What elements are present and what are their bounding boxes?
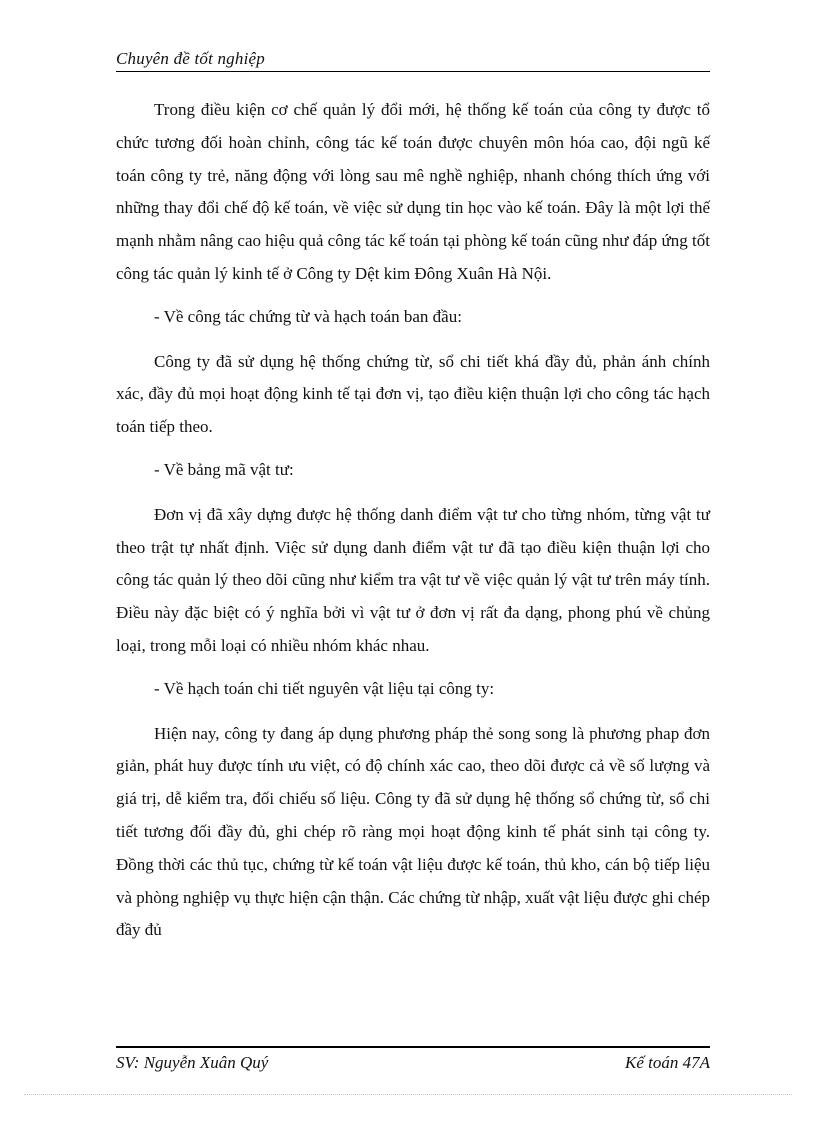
paragraph: Hiện nay, công ty đang áp dụng phương pháp thẻ song song là phương phap đơn giản, phát huy được tính ưu việt, có độ chính xác cao, theo dõi được cả về số lượng và giá trị, dễ kiểm tra, đối chiếu số liệu. Công ty đã sử dụng hệ thống sổ chứng từ, sổ chi tiết tương đối đầy đủ, ghi chép rõ ràng mọi hoạt động kinh tế phát sinh tại công ty. Đồng thời các thủ tục, chứng từ kế toán vật liệu được kế toán, thủ kho, cán bộ tiếp liệu và phòng nghiệp vụ thực hiện cận thận. Các chứng từ nhập, xuất vật liệu được ghi chép đầy đủ [116, 723, 710, 940]
section-heading: - Về bảng mã vật tư: [154, 459, 294, 479]
paragraph: Công ty đã sử dụng hệ thống chứng từ, sổ chi tiết khá đầy đủ, phản ánh chính xác, đầy đủ mọi hoạt động kinh tế tại đơn vị, tạo điều kiện thuận lợi cho công tác hạch toán tiếp theo. [116, 351, 710, 437]
paragraph: Đơn vị đã xây dựng được hệ thống danh điểm vật tư cho từng nhóm, từng vật tư theo trật tự nhất định. Việc sử dụng danh điểm vật tư đã tạo điều kiện thuận lợi cho công tác quản lý theo dõi cũng như kiểm tra vật tư về việc quản lý vật tư trên máy tính. Điều này đặc biệt có ý nghĩa bởi vì vật tư ở đơn vị rất đa dạng, phong phú về chủng loại, trong mỗi loại có nhiều nhóm khác nhau. [116, 504, 710, 655]
header-title: Chuyên đề tốt nghiệp [116, 49, 265, 68]
footer-rule [116, 1046, 710, 1048]
footer-author: SV: Nguyễn Xuân Quý [116, 1053, 269, 1072]
footer-class: Kế toán 47A [625, 1053, 710, 1072]
page-edge-dotted-line [24, 1094, 792, 1095]
header-rule [116, 71, 710, 72]
section-heading: - Về hạch toán chi tiết nguyên vật liệu tại công ty: [154, 678, 495, 698]
document-body [116, 94, 710, 957]
page-header [116, 48, 710, 72]
paragraph: Trong điều kiện cơ chế quản lý đổi mới, hệ thống kế toán của công ty được tổ chức tương đối hoàn chỉnh, công tác kế toán được chuyên môn hóa cao, đội ngũ kế toán công ty trẻ, năng động với lòng sau mê nghề nghiệp, nhanh chóng thích ứng với những thay đổi chế độ kế toán, về việc sử dụng tin học vào kế toán. Đây là một lợi thế mạnh nhằm nâng cao hiệu quả công tác kế toán tại phòng kế toán cũng như đáp ứng tốt công tác quản lý kinh tế ở Công ty Dệt kim Đông Xuân Hà Nội. [116, 100, 710, 283]
page-footer [116, 1051, 710, 1077]
section-heading: - Về công tác chứng từ và hạch toán ban đầu: [154, 306, 462, 326]
